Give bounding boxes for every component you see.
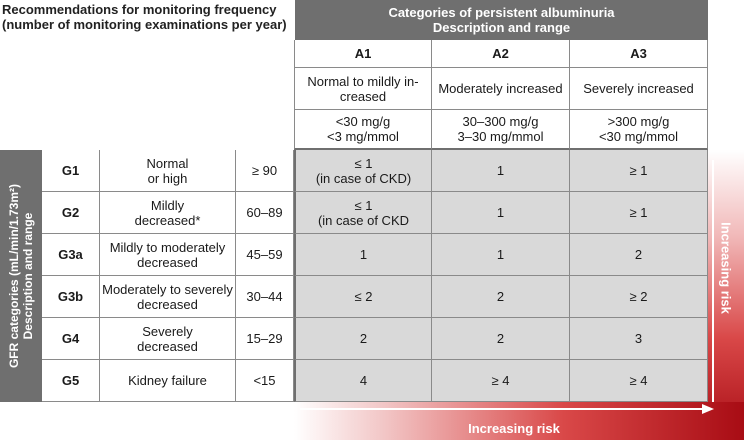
frequency-cell-g3a-a2: 1 bbox=[432, 234, 570, 276]
gfr-description-g4: Severely decreased bbox=[100, 318, 236, 360]
gfr-description-g1: Normal or high bbox=[100, 150, 236, 192]
gfr-range-g3b: 30–44 bbox=[236, 276, 294, 318]
gfr-code-g5: G5 bbox=[42, 360, 100, 402]
title-line-1: Recommendations for monitoring frequency bbox=[2, 2, 277, 17]
increasing-risk-horizontal-label: Increasing risk bbox=[468, 421, 560, 436]
gfr-code-g4: G4 bbox=[42, 318, 100, 360]
gfr-code-g1: G1 bbox=[42, 150, 100, 192]
gfr-range-g4: 15–29 bbox=[236, 318, 294, 360]
frequency-cell-g2-a2: 1 bbox=[432, 192, 570, 234]
frequency-cell-g4-a1: 2 bbox=[294, 318, 432, 360]
increasing-risk-vertical-bar bbox=[708, 150, 744, 440]
albuminuria-range-a1: <30 mg/g <3 mg/mmol bbox=[294, 110, 432, 150]
frequency-cell-g2-a3: ≥ 1 bbox=[570, 192, 708, 234]
albuminuria-range-a3: >300 mg/g <30 mg/mmol bbox=[570, 110, 708, 150]
frequency-cell-g1-a1: ≤ 1 (in case of CKD) bbox=[294, 150, 432, 192]
frequency-cell-g5-a2: ≥ 4 bbox=[432, 360, 570, 402]
gfr-header-line-1: GFR categories (mL/min/1.73m²) bbox=[7, 183, 21, 369]
frequency-cell-g4-a2: 2 bbox=[432, 318, 570, 360]
gfr-side-header bbox=[0, 150, 42, 402]
gfr-description-g5: Kidney failure bbox=[100, 360, 236, 402]
frequency-cell-g5-a1: 4 bbox=[294, 360, 432, 402]
albuminuria-code-a2: A2 bbox=[432, 40, 570, 68]
frequency-cell-g1-a2: 1 bbox=[432, 150, 570, 192]
gfr-code-g3b: G3b bbox=[42, 276, 100, 318]
gfr-description-g3a: Mildly to moderately decreased bbox=[100, 234, 236, 276]
albuminuria-code-a1: A1 bbox=[294, 40, 432, 68]
albuminuria-code-a3: A3 bbox=[570, 40, 708, 68]
increasing-risk-vertical-label: Increasing risk bbox=[718, 222, 734, 314]
frequency-cell-g3b-a2: 2 bbox=[432, 276, 570, 318]
albuminuria-header-line-1: Categories of persistent albuminuria bbox=[388, 5, 615, 20]
albuminuria-header bbox=[294, 0, 708, 40]
gfr-code-g2: G2 bbox=[42, 192, 100, 234]
albuminuria-description-a3: Severely increased bbox=[570, 68, 708, 110]
frequency-cell-g3b-a1: ≤ 2 bbox=[294, 276, 432, 318]
frequency-cell-g3a-a3: 2 bbox=[570, 234, 708, 276]
gfr-range-g3a: 45–59 bbox=[236, 234, 294, 276]
frequency-cell-g2-a1: ≤ 1 (in case of CKD bbox=[294, 192, 432, 234]
frequency-cell-g3b-a3: ≥ 2 bbox=[570, 276, 708, 318]
table-title bbox=[2, 2, 294, 32]
title-line-2: (number of monitoring examinations per year) bbox=[2, 17, 287, 32]
gfr-description-g2: Mildly decreased* bbox=[100, 192, 236, 234]
frequency-cell-g1-a3: ≥ 1 bbox=[570, 150, 708, 192]
down-arrow-icon bbox=[708, 150, 744, 440]
frequency-cell-g5-a3: ≥ 4 bbox=[570, 360, 708, 402]
gfr-range-g1: ≥ 90 bbox=[236, 150, 294, 192]
albuminuria-description-a2: Moderately increased bbox=[432, 68, 570, 110]
albuminuria-range-a2: 30–300 mg/g 3–30 mg/mmol bbox=[432, 110, 570, 150]
albuminuria-description-a1: Normal to mildly in- creased bbox=[294, 68, 432, 110]
gfr-header-line-2: Description and range bbox=[21, 212, 35, 340]
gfr-code-g3a: G3a bbox=[42, 234, 100, 276]
frequency-cell-g4-a3: 3 bbox=[570, 318, 708, 360]
gfr-description-g3b: Moderately to severely decreased bbox=[100, 276, 236, 318]
albuminuria-header-line-2: Description and range bbox=[432, 20, 571, 35]
increasing-risk-horizontal-bar bbox=[294, 402, 744, 440]
frequency-cell-g3a-a1: 1 bbox=[294, 234, 432, 276]
gfr-range-g5: <15 bbox=[236, 360, 294, 402]
gfr-range-g2: 60–89 bbox=[236, 192, 294, 234]
